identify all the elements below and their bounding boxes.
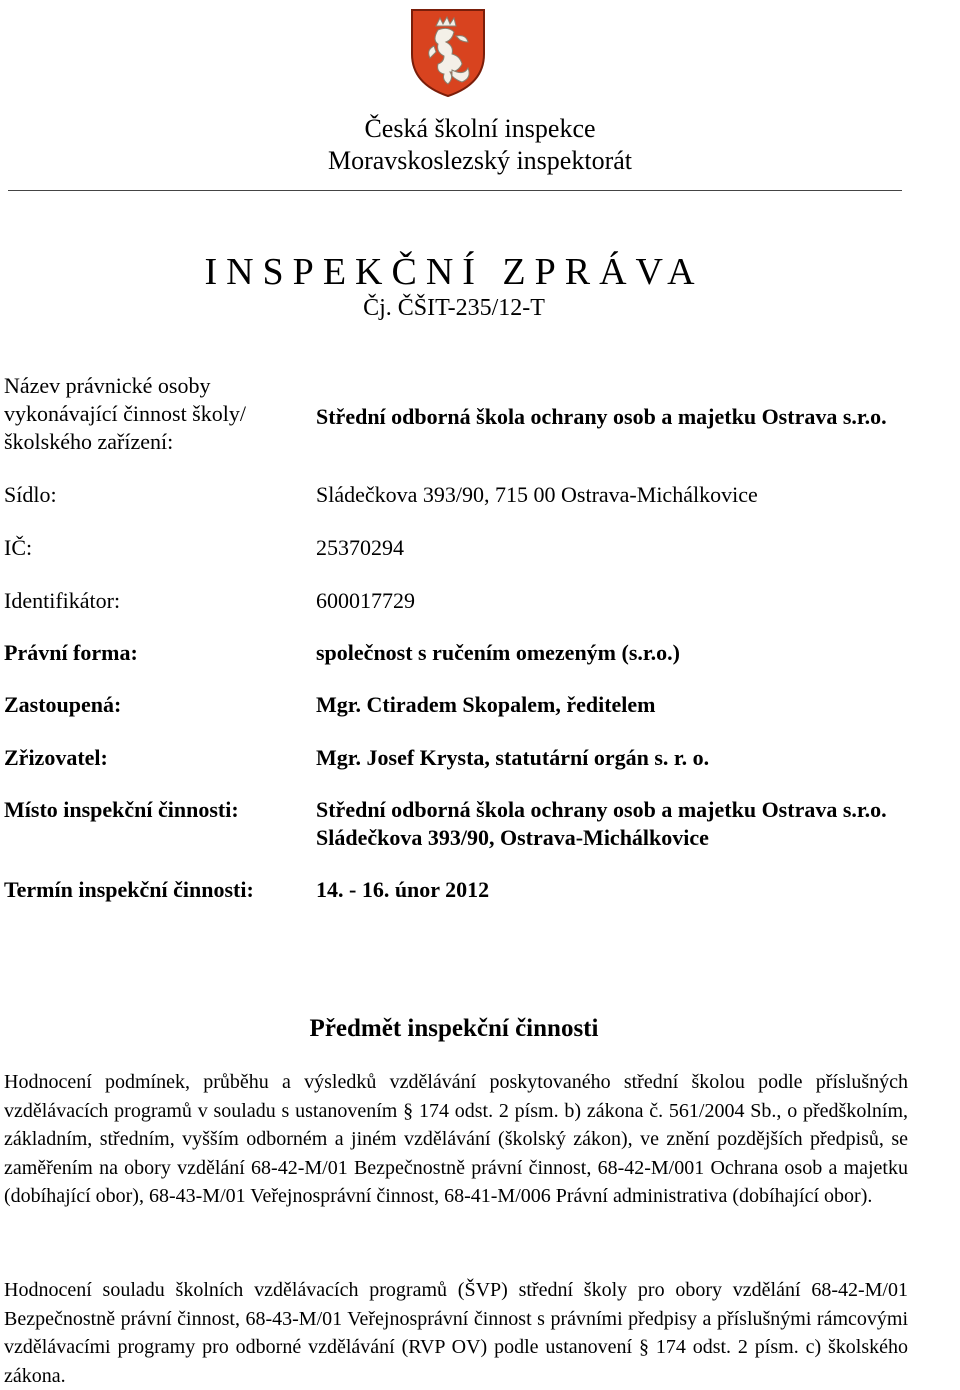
entity-value: Střední odborná škola ochrany osob a majetku Ostrava s.r.o.	[316, 404, 887, 429]
place-label: Místo inspekční činnosti:	[4, 797, 239, 822]
represented-label: Zastoupená:	[4, 692, 122, 717]
identifier-label: Identifikátor:	[4, 588, 121, 613]
term-label: Termín inspekční činnosti:	[4, 877, 254, 902]
entity-label: Název právnické osoby vykonávající činnost školy/školského zařízení:	[4, 373, 246, 454]
place-value-line1: Střední odborná škola ochrany osob a majetku Ostrava s.r.o.	[316, 797, 887, 822]
seat-label: Sídlo:	[4, 482, 57, 507]
ic-label: IČ:	[4, 535, 33, 560]
identifier-value: 600017729	[316, 588, 415, 613]
legal-form-value: společnost s ručením omezeným (s.r.o.)	[316, 640, 680, 665]
inspectorate-name: Moravskoslezský inspektorát	[327, 146, 632, 175]
founder-label: Zřizovatel:	[4, 745, 108, 770]
represented-value: Mgr. Ctiradem Skopalem, ředitelem	[316, 692, 656, 717]
subject-paragraph-1: Hodnocení podmínek, průběhu a výsledků vzdělávání poskytovaného střední školou podle příslušných vzdělávacích programů v souladu s ustanovením § 174 odst. 2 písm. b) zákona č. 561/2004 Sb., o předškolním, základním, středním, vyšším odborném a jiném vzdělávání (školský zákon), ve znění pozdějších předpisů, se zaměřením na obory vzdělání 68-42-M/01 Bezpečnostně právní činnost, 68-42-M/001 Ochrana osob a majetku (dobíhající obor), 68-43-M/01 Veřejnosprávní činnost, 68-41-M/006 Právní administrativa (dobíhající obor).	[4, 1071, 909, 1207]
header-divider	[8, 190, 902, 191]
place-value-line2: Sládečkova 393/90, Ostrava-Michálkovice	[316, 825, 709, 850]
section-sign: §	[403, 1099, 414, 1122]
legal-form-label: Právní forma:	[4, 640, 138, 665]
founder-value: Mgr. Josef Krysta, statutární orgán s. r. o.	[316, 745, 710, 770]
section-sign: §	[638, 1336, 649, 1358]
subject-paragraph-2: Hodnocení souladu školních vzdělávacích programů (ŠVP) střední školy pro obory vzdělání 68-42-M/01 Bezpečnostně právní činnost, 68-43-M/01 Veřejnosprávní činnost s právními předpisy a příslušnými rámcovými vzdělávacími programy pro odborné vzdělávání (RVP OV) podle ustanovení § 174 odst. 2 písm. c) školského zákona.	[4, 1279, 908, 1387]
institution-name: Česká školní inspekce	[364, 114, 596, 143]
ic-value: 25370294	[316, 535, 404, 560]
seat-value: Sládečkova 393/90, 715 00 Ostrava-Michálkovice	[316, 482, 758, 507]
report-title: INSPEKČNÍ ZPRÁVA	[204, 251, 704, 293]
coat-of-arms-icon	[408, 6, 488, 98]
reference-number: Čj. ČŠIT-235/12-T	[363, 295, 545, 321]
subject-heading: Předmět inspekční činnosti	[309, 1015, 599, 1042]
term-value: 14. - 16. únor 2012	[316, 877, 490, 902]
